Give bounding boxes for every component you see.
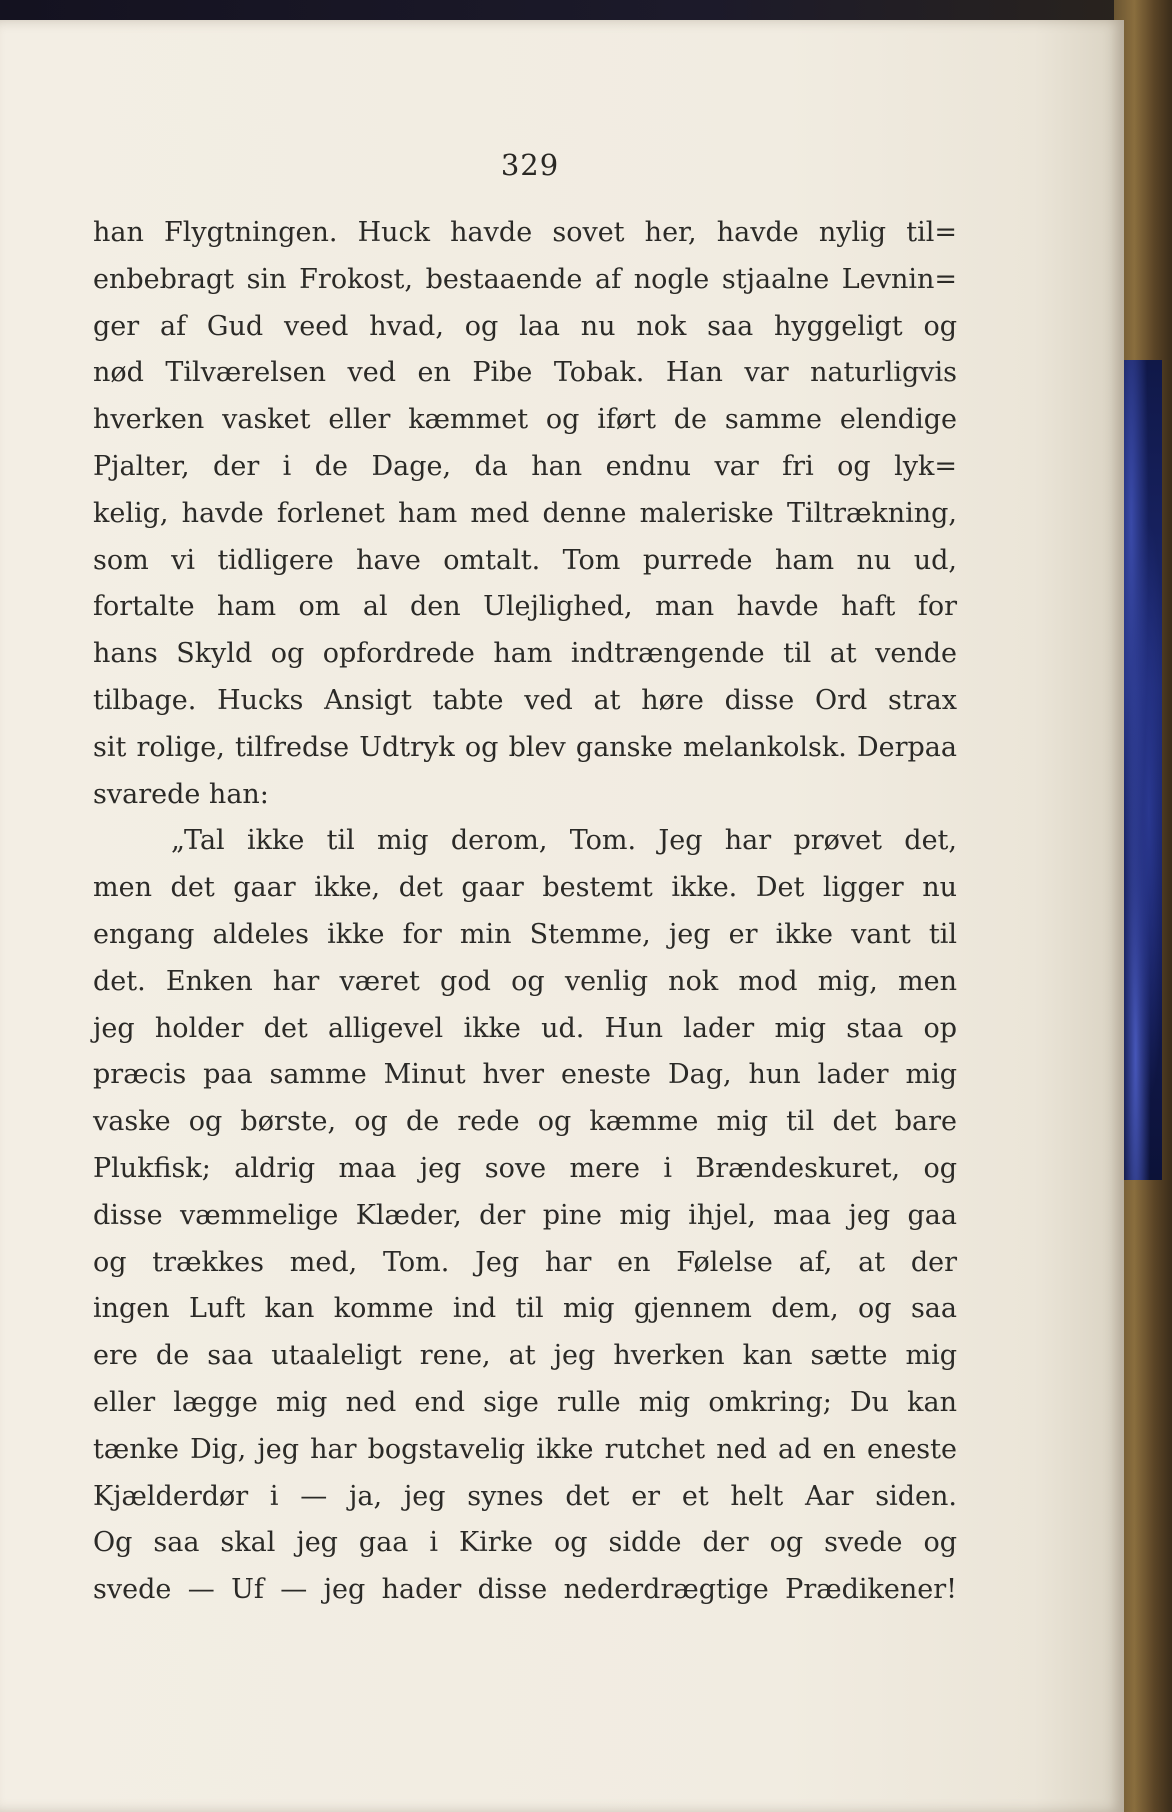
text-line: Plukfisk; aldrig maa jeg sove mere i Brændeskuret, og	[93, 1152, 957, 1184]
text-line: ere de saa utaaleligt rene, at jeg hverken kan sætte mig	[93, 1340, 957, 1372]
text-line: hans Skyld og opfordrede ham indtrængende til at vende	[93, 638, 957, 670]
text-line: han Flygtningen. Huck havde sovet her, havde nylig til=	[93, 217, 957, 248]
text-line: ger af Gud veed hvad, og laa nu nok saa hyggeligt og	[93, 310, 957, 342]
text-line: som vi tidligere have omtalt. Tom purrede ham nu ud,	[93, 544, 957, 576]
text-line: og trækkes med, Tom. Jeg har en Følelse af, at der	[93, 1246, 957, 1278]
text-line: vaske og børste, og de rede og kæmme mig til det bare	[93, 1106, 957, 1138]
text-line: men det gaar ikke, det gaar bestemt ikke. Det ligger nu	[93, 872, 957, 904]
text-line: Og saa skal jeg gaa i Kirke og sidde der og svede og	[93, 1527, 957, 1559]
body-text	[93, 210, 957, 1614]
text-line: tilbage. Hucks Ansigt tabte ved at høre disse Ord strax	[93, 684, 957, 716]
page-number: 329	[500, 148, 560, 182]
text-line: hverken vasket eller kæmmet og iført de samme elendige	[93, 404, 957, 436]
text-line: sit rolige, tilfredse Udtryk og blev ganske melankolsk. Derpaa	[93, 731, 957, 763]
text-line: tænke Dig, jeg har bogstavelig ikke rutchet ned ad en eneste	[93, 1433, 957, 1465]
text-line: nød Tilværelsen ved en Pibe Tobak. Han var naturligvis	[93, 357, 957, 389]
text-line: præcis paa samme Minut hver eneste Dag, hun lader mig	[93, 1059, 957, 1091]
text-line: eller lægge mig ned end sige rulle mig omkring; Du kan	[93, 1386, 957, 1418]
text-line: Pjalter, der i de Dage, da han endnu var fri og lyk=	[93, 450, 957, 482]
text-line: engang aldeles ikke for min Stemme, jeg er ikke vant til	[93, 918, 957, 950]
text-line: disse væmmelige Klæder, der pine mig ihjel, maa jeg gaa	[93, 1199, 957, 1231]
text-line: det. Enken har været god og venlig nok mod mig, men	[93, 965, 957, 997]
text-line: fortalte ham om al den Ulejlighed, man havde haft for	[93, 591, 957, 623]
text-line: „Tal ikke til mig derom, Tom. Jeg har prøvet det,	[171, 825, 957, 857]
text-line: jeg holder det alligevel ikke ud. Hun lader mig staa op	[93, 1012, 957, 1044]
text-line: Kjælderdør i — ja, jeg synes det er et helt Aar siden.	[93, 1480, 957, 1512]
text-line: svarede han:	[93, 778, 269, 810]
text-line: svede — Uf — jeg hader disse nederdrægtige Prædikener!	[93, 1574, 957, 1606]
text-line: ingen Luft kan komme ind til mig gjennem dem, og saa	[93, 1293, 957, 1325]
book-page	[0, 20, 1124, 1812]
text-line: enbebragt sin Frokost, bestaaende af nogle stjaalne Levnin=	[93, 263, 957, 295]
text-line: kelig, havde forlenet ham med denne maleriske Tiltrækning,	[93, 497, 957, 529]
